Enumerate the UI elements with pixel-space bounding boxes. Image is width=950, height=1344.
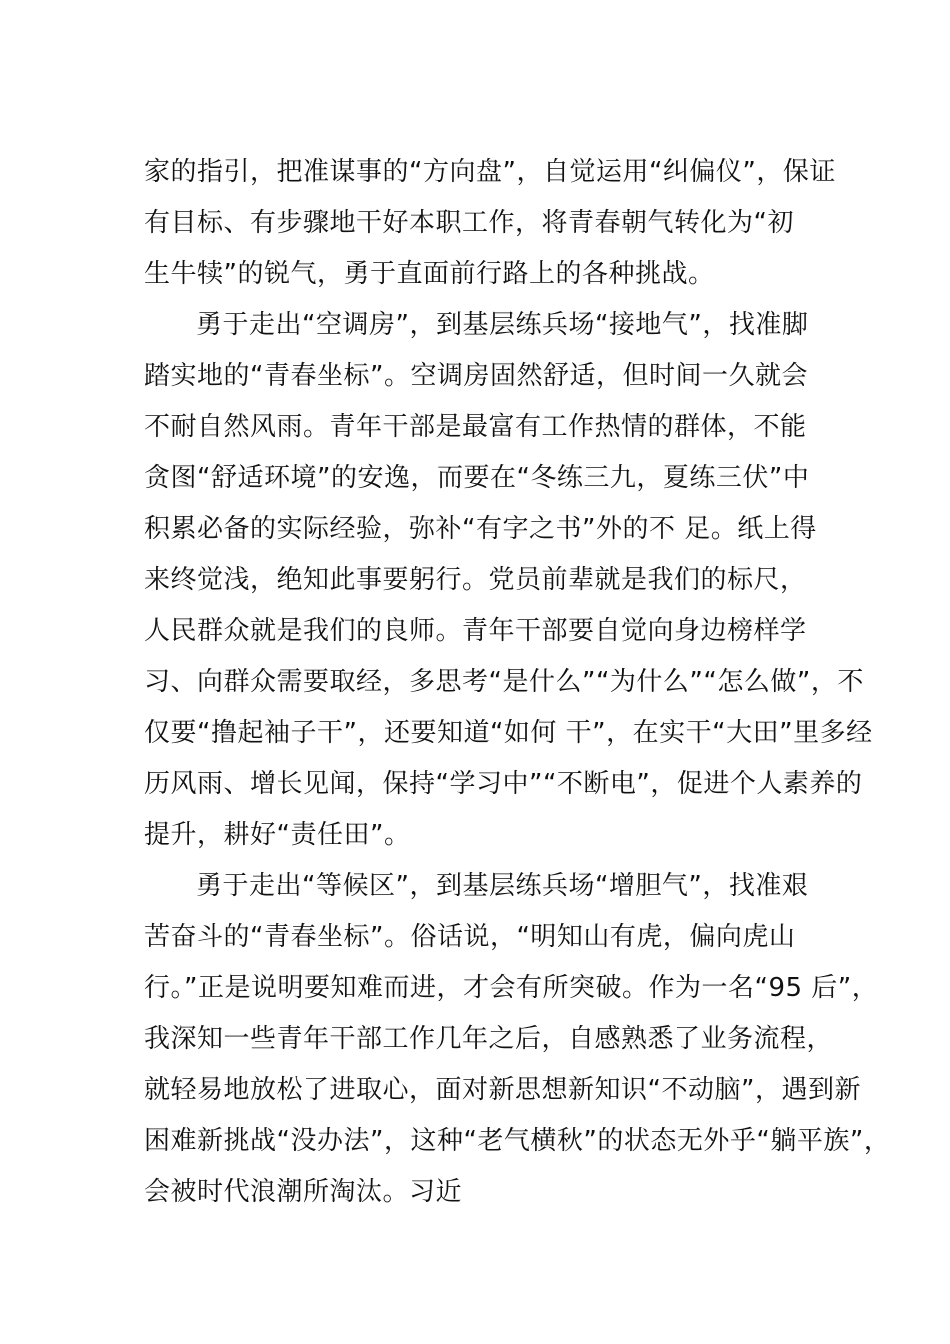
text-line: 我深知一些青年干部工作几年之后，自感熟悉了业务流程， <box>144 1024 834 1054</box>
text-line: 有目标、有步骤地干好本职工作，将青春朝气转化为“初 <box>144 208 794 238</box>
text-line: 就轻易地放松了进取心，面对新思想新知识“不动脑”，遇到新 <box>144 1075 861 1105</box>
text-line: 困难新挑战“没办法”，这种“老气横秋”的状态无外乎“躺平族”， <box>144 1126 891 1156</box>
text-line: 家的指引，把准谋事的“方向盘”，自觉运用“纠偏仪”，保证 <box>144 157 836 187</box>
text-line: 会被时代浪潮所淘汰。习近 <box>144 1177 463 1207</box>
paragraph-start-line: 勇于走出“等候区”，到基层练兵场“增胆气”，找准艰 <box>196 871 809 901</box>
text-line: 行。”正是说明要知难而进，才会有所突破。作为一名“95 后”， <box>144 973 879 1003</box>
text-line: 仅要“撸起袖子干”，还要知道“如何 干”，在实干“大田”里多经 <box>144 718 873 748</box>
text-line: 贪图“舒适环境”的安逸，而要在“冬练三九，夏练三伏”中 <box>144 463 810 493</box>
text-line: 来终觉浅，绝知此事要躬行。党员前辈就是我们的标尺， <box>144 565 807 595</box>
paragraph-start-line: 勇于走出“空调房”，到基层练兵场“接地气”，找准脚 <box>196 310 809 340</box>
text-line: 不耐自然风雨。青年干部是最富有工作热情的群体，不能 <box>144 412 807 442</box>
text-line: 人民群众就是我们的良师。青年干部要自觉向身边榜样学 <box>144 616 807 646</box>
text-line: 生牛犊”的锐气，勇于直面前行路上的各种挑战。 <box>144 259 715 289</box>
text-line: 踏实地的“青春坐标”。空调房固然舒适，但时间一久就会 <box>144 361 808 391</box>
text-line: 提升，耕好“责任田”。 <box>144 820 411 850</box>
text-line: 习、向群众需要取经，多思考“是什么”“为什么”“怎么做”，不 <box>144 667 864 697</box>
text-line: 积累必备的实际经验，弥补“有字之书”外的不 足。纸上得 <box>144 514 817 544</box>
text-line: 苦奋斗的“青春坐标”。俗话说，“明知山有虎，偏向虎山 <box>144 922 796 952</box>
text-line: 历风雨、增长见闻，保持“学习中”“不断电”，促进个人素养的 <box>144 769 863 799</box>
